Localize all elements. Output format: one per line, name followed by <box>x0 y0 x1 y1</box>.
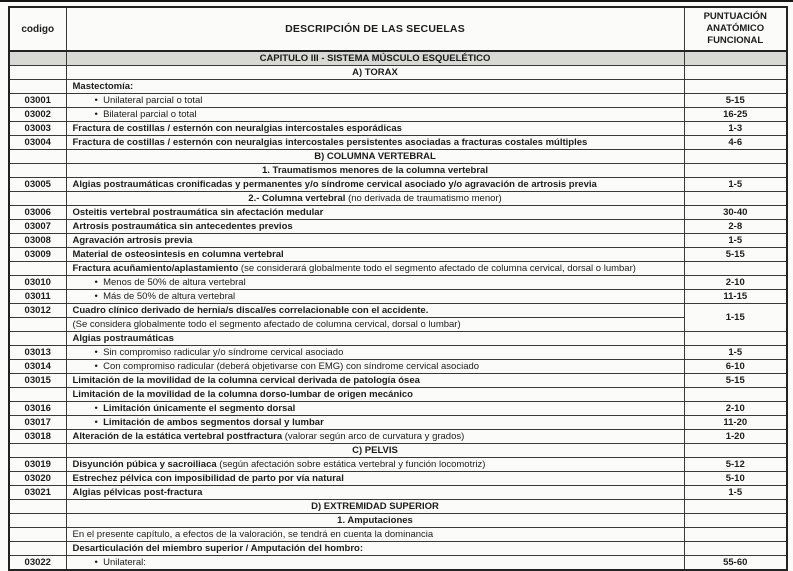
table-row <box>9 122 787 136</box>
description-text: Algias postraumáticas <box>72 332 174 344</box>
description-cell <box>66 51 684 66</box>
description-cell <box>66 444 684 458</box>
code-cell: 03012 <box>9 304 66 318</box>
score-cell <box>684 528 787 542</box>
code-cell <box>9 262 66 276</box>
score-cell: 5-15 <box>684 94 787 108</box>
description-cell <box>66 66 684 80</box>
table-row <box>9 206 787 220</box>
description-text: • Con compromiso radicular (deberá objetivarse con EMG) con síndrome cervical asociado <box>95 361 480 372</box>
col-header-puntuacion-line2: ANATÓMICO <box>706 23 765 35</box>
table-row <box>9 80 787 94</box>
table-row <box>9 94 787 108</box>
score-cell: 2-10 <box>684 276 787 290</box>
code-cell <box>9 66 66 80</box>
score-cell: 6-10 <box>684 360 787 374</box>
description-text: Material de osteosintesis en columna vertebral <box>72 248 284 260</box>
code-cell: 03003 <box>9 122 66 136</box>
score-cell <box>684 192 787 206</box>
table-row <box>9 416 787 430</box>
description-cell <box>66 164 684 178</box>
code-cell: 03005 <box>9 178 66 192</box>
code-cell <box>9 80 66 94</box>
score-cell: 5-15 <box>684 248 787 262</box>
section-row <box>9 500 787 514</box>
col-header-codigo: codigo <box>9 7 66 51</box>
code-cell: 03022 <box>9 556 66 571</box>
description-text: • Unilateral parcial o total <box>95 95 203 106</box>
sequelae-score-table <box>8 6 788 571</box>
page-top-rule <box>0 0 793 2</box>
table-row <box>9 304 787 318</box>
description-cell <box>66 304 684 318</box>
table-row <box>9 430 787 444</box>
code-cell <box>9 150 66 164</box>
description-text: • Limitación de ambos segmentos dorsal y lumbar <box>95 417 324 428</box>
code-cell: 03008 <box>9 234 66 248</box>
code-cell: 03010 <box>9 276 66 290</box>
code-cell <box>9 444 66 458</box>
section-row <box>9 66 787 80</box>
score-cell <box>684 66 787 80</box>
description-cell <box>66 360 684 374</box>
score-cell: 1-3 <box>684 122 787 136</box>
table-row <box>9 388 787 402</box>
code-cell: 03006 <box>9 206 66 220</box>
score-cell <box>684 444 787 458</box>
description-text: • Unilateral: <box>95 557 146 568</box>
description-text: Limitación de la movilidad de la columna dorso-lumbar de origen mecánico <box>72 388 413 400</box>
description-cell <box>66 136 684 150</box>
description-text: • Sin compromiso radicular y/o síndrome cervical asociado <box>95 347 344 358</box>
code-cell <box>9 528 66 542</box>
description-cell <box>66 556 684 571</box>
description-text: Algias postraumáticas cronificadas y permanentes y/o síndrome cervical asociado y/o agravación de artrosis previa <box>72 178 597 190</box>
score-cell: 5-15 <box>684 374 787 388</box>
score-cell: 11-15 <box>684 290 787 304</box>
score-cell: 4-6 <box>684 136 787 150</box>
section-row <box>9 192 787 206</box>
description-text: • Más de 50% de altura vertebral <box>95 291 236 302</box>
score-cell: 2-10 <box>684 402 787 416</box>
code-cell: 03007 <box>9 220 66 234</box>
col-header-puntuacion <box>684 7 787 51</box>
score-cell: 1-5 <box>684 346 787 360</box>
description-text: Cuadro clínico derivado de hernia/s discal/es correlacionable con el accidente. <box>72 304 429 316</box>
table-row <box>9 346 787 360</box>
description-text: Limitación de la movilidad de la columna cervical derivada de patología ósea <box>72 374 420 386</box>
description-cell <box>66 430 684 444</box>
description-cell <box>66 262 684 276</box>
description-cell <box>66 486 684 500</box>
code-cell <box>9 332 66 346</box>
description-cell <box>66 472 684 486</box>
score-cell: 1-5 <box>684 486 787 500</box>
description-text: Desarticulación del miembro superior / Amputación del hombro: <box>72 542 364 554</box>
table-row <box>9 248 787 262</box>
description-cell <box>66 290 684 304</box>
section-row <box>9 514 787 528</box>
description-text: • Limitación únicamente el segmento dorsal <box>95 403 296 414</box>
code-cell: 03018 <box>9 430 66 444</box>
table-row <box>9 472 787 486</box>
code-cell: 03016 <box>9 402 66 416</box>
score-cell <box>684 164 787 178</box>
table-row <box>9 374 787 388</box>
description-text: • Bilateral parcial o total <box>95 109 197 120</box>
description-text: 2.- Columna vertebral <box>248 192 346 204</box>
score-cell <box>684 150 787 164</box>
code-cell: 03001 <box>9 94 66 108</box>
score-cell: 16-25 <box>684 108 787 122</box>
description-note: (según afectación sobre estática vertebral y función locomotriz) <box>219 458 486 470</box>
table-row <box>9 108 787 122</box>
description-text: B) COLUMNA VERTEBRAL <box>314 150 436 162</box>
score-cell <box>684 51 787 66</box>
description-text: C) PELVIS <box>352 444 398 456</box>
description-text: Agravación artrosis previa <box>72 234 193 246</box>
table-row <box>9 332 787 346</box>
description-text: CAPITULO III - SISTEMA MÚSCULO ESQUELÉTICO <box>259 52 491 64</box>
code-cell <box>9 388 66 402</box>
table-row <box>9 220 787 234</box>
score-cell: 11-20 <box>684 416 787 430</box>
table-row <box>9 402 787 416</box>
description-text: • Menos de 50% de altura vertebral <box>95 277 246 288</box>
description-cell <box>66 318 684 332</box>
description-cell <box>66 150 684 164</box>
score-cell <box>684 80 787 94</box>
score-cell: 30-40 <box>684 206 787 220</box>
description-note: (valorar según arco de curvatura y grados) <box>284 430 465 442</box>
description-cell <box>66 346 684 360</box>
code-cell: 03002 <box>9 108 66 122</box>
code-cell: 03015 <box>9 374 66 388</box>
description-text: Fractura de costillas / esternón con neuralgias intercostales persistentes asociadas a fracturas costales múltiples <box>72 136 588 148</box>
description-text: Mastectomía: <box>72 80 134 92</box>
score-cell <box>684 262 787 276</box>
description-cell <box>66 248 684 262</box>
code-cell: 03014 <box>9 360 66 374</box>
col-header-puntuacion-line1: PUNTUACIÓN <box>703 11 767 23</box>
score-cell <box>684 500 787 514</box>
description-text: Osteitis vertebral postraumática sin afectación medular <box>72 206 324 218</box>
description-cell <box>66 192 684 206</box>
description-cell <box>66 94 684 108</box>
description-cell <box>66 108 684 122</box>
description-text: Disyunción púbica y sacroiliaca <box>72 458 217 470</box>
description-cell <box>66 528 684 542</box>
score-cell <box>684 542 787 556</box>
description-cell <box>66 388 684 402</box>
table-row <box>9 136 787 150</box>
code-cell: 03020 <box>9 472 66 486</box>
description-cell <box>66 542 684 556</box>
table-row <box>9 234 787 248</box>
chapter-row <box>9 51 787 66</box>
description-cell <box>66 374 684 388</box>
table-row <box>9 318 787 332</box>
table-row <box>9 542 787 556</box>
description-cell <box>66 402 684 416</box>
score-cell: 1-5 <box>684 234 787 248</box>
section-row <box>9 444 787 458</box>
description-cell <box>66 220 684 234</box>
score-cell <box>684 388 787 402</box>
score-cell: 5-12 <box>684 458 787 472</box>
table-row <box>9 556 787 571</box>
description-text: (Se considera globalmente todo el segmento afectado de columna cervical, dorsal o lumbar) <box>72 318 461 330</box>
table-body <box>9 51 787 570</box>
description-note: (se considerará globalmente todo el segmento afectado de columna cervical, dorsal o lumbar) <box>240 262 636 274</box>
table-row <box>9 276 787 290</box>
table-row <box>9 262 787 276</box>
description-text: Algias pélvicas post-fractura <box>72 486 203 498</box>
description-cell <box>66 178 684 192</box>
description-cell <box>66 514 684 528</box>
description-cell <box>66 332 684 346</box>
description-cell <box>66 416 684 430</box>
code-cell: 03021 <box>9 486 66 500</box>
code-cell <box>9 514 66 528</box>
table-row <box>9 528 787 542</box>
description-text: Fractura acuñamiento/aplastamiento <box>72 262 239 274</box>
description-cell <box>66 458 684 472</box>
table-header-row <box>9 7 787 51</box>
code-cell <box>9 51 66 66</box>
code-cell: 03011 <box>9 290 66 304</box>
description-text: Artrosis postraumática sin antecedentes previos <box>72 220 293 232</box>
score-cell: 1-20 <box>684 430 787 444</box>
col-header-descripcion: DESCRIPCIÓN DE LAS SECUELAS <box>66 7 684 51</box>
code-cell <box>9 318 66 332</box>
score-cell: 1-5 <box>684 178 787 192</box>
score-cell: 2-8 <box>684 220 787 234</box>
table-row <box>9 486 787 500</box>
col-header-puntuacion-line3: FUNCIONAL <box>707 34 764 46</box>
score-cell: 1-15 <box>684 304 787 332</box>
table-row <box>9 360 787 374</box>
table-row <box>9 290 787 304</box>
table-row <box>9 178 787 192</box>
score-cell <box>684 332 787 346</box>
description-cell <box>66 122 684 136</box>
section-row <box>9 164 787 178</box>
table-row <box>9 458 787 472</box>
description-cell <box>66 500 684 514</box>
code-cell: 03017 <box>9 416 66 430</box>
score-cell <box>684 514 787 528</box>
code-cell <box>9 192 66 206</box>
description-text: 1. Traumatismos menores de la columna vertebral <box>262 164 488 176</box>
description-text: Estrechez pélvica con imposibilidad de parto por vía natural <box>72 472 344 484</box>
code-cell: 03009 <box>9 248 66 262</box>
description-cell <box>66 234 684 248</box>
description-cell <box>66 80 684 94</box>
description-cell <box>66 206 684 220</box>
code-cell <box>9 164 66 178</box>
description-text: Fractura de costillas / esternón con neuralgias intercostales esporádicas <box>72 122 402 134</box>
code-cell: 03013 <box>9 346 66 360</box>
description-text: A) TORAX <box>352 66 398 78</box>
description-note: (no derivada de traumatismo menor) <box>348 192 502 204</box>
description-text: En el presente capítulo, a efectos de la valoración, se tendrá en cuenta la dominancia <box>72 528 434 540</box>
code-cell <box>9 500 66 514</box>
description-text: Alteración de la estática vertebral postfractura <box>72 430 283 442</box>
section-row <box>9 150 787 164</box>
score-cell: 5-10 <box>684 472 787 486</box>
code-cell: 03019 <box>9 458 66 472</box>
description-cell <box>66 276 684 290</box>
description-text: 1. Amputaciones <box>337 514 413 526</box>
code-cell <box>9 542 66 556</box>
description-text: D) EXTREMIDAD SUPERIOR <box>311 500 439 512</box>
score-cell: 55-60 <box>684 556 787 571</box>
code-cell: 03004 <box>9 136 66 150</box>
